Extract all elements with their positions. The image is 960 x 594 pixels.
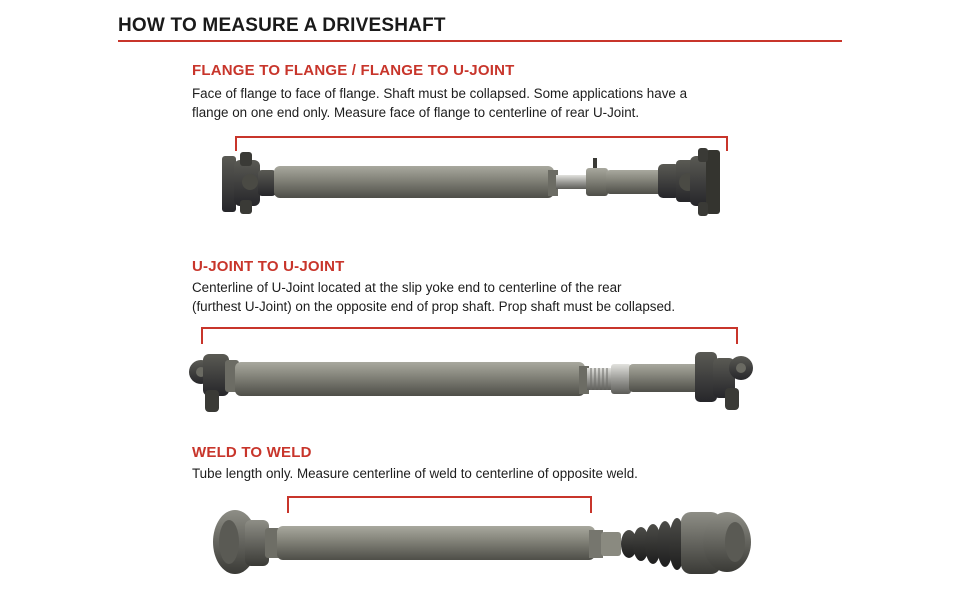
driveshaft-ujoint-image: [183, 338, 763, 418]
description-line: Centerline of U-Joint located at the slip yoke end to centerline of the rear: [192, 280, 622, 295]
title-divider: [118, 40, 842, 42]
driveshaft-weld-image: [205, 502, 760, 582]
section-description-flange-to-flange: [192, 84, 687, 122]
driveshaft-flange-image: [218, 146, 738, 218]
section-heading-ujoint-to-ujoint: U-JOINT TO U-JOINT: [192, 258, 345, 275]
description-line: (furthest U-Joint) on the opposite end of prop shaft. Prop shaft must be collapsed.: [192, 299, 676, 314]
section-description-weld-to-weld: [192, 464, 638, 483]
section-heading-flange-to-flange: FLANGE TO FLANGE / FLANGE TO U-JOINT: [192, 62, 515, 79]
section-heading-weld-to-weld: WELD TO WELD: [192, 444, 312, 461]
description-line: Tube length only. Measure centerline of weld to centerline of opposite weld.: [192, 466, 638, 481]
page-title: HOW TO MEASURE A DRIVESHAFT: [118, 15, 446, 36]
section-description-ujoint-to-ujoint: [192, 278, 675, 316]
description-line: flange on one end only. Measure face of flange to centerline of rear U-Joint.: [192, 105, 640, 120]
description-line: Face of flange to face of flange. Shaft must be collapsed. Some applications have a: [192, 86, 688, 101]
